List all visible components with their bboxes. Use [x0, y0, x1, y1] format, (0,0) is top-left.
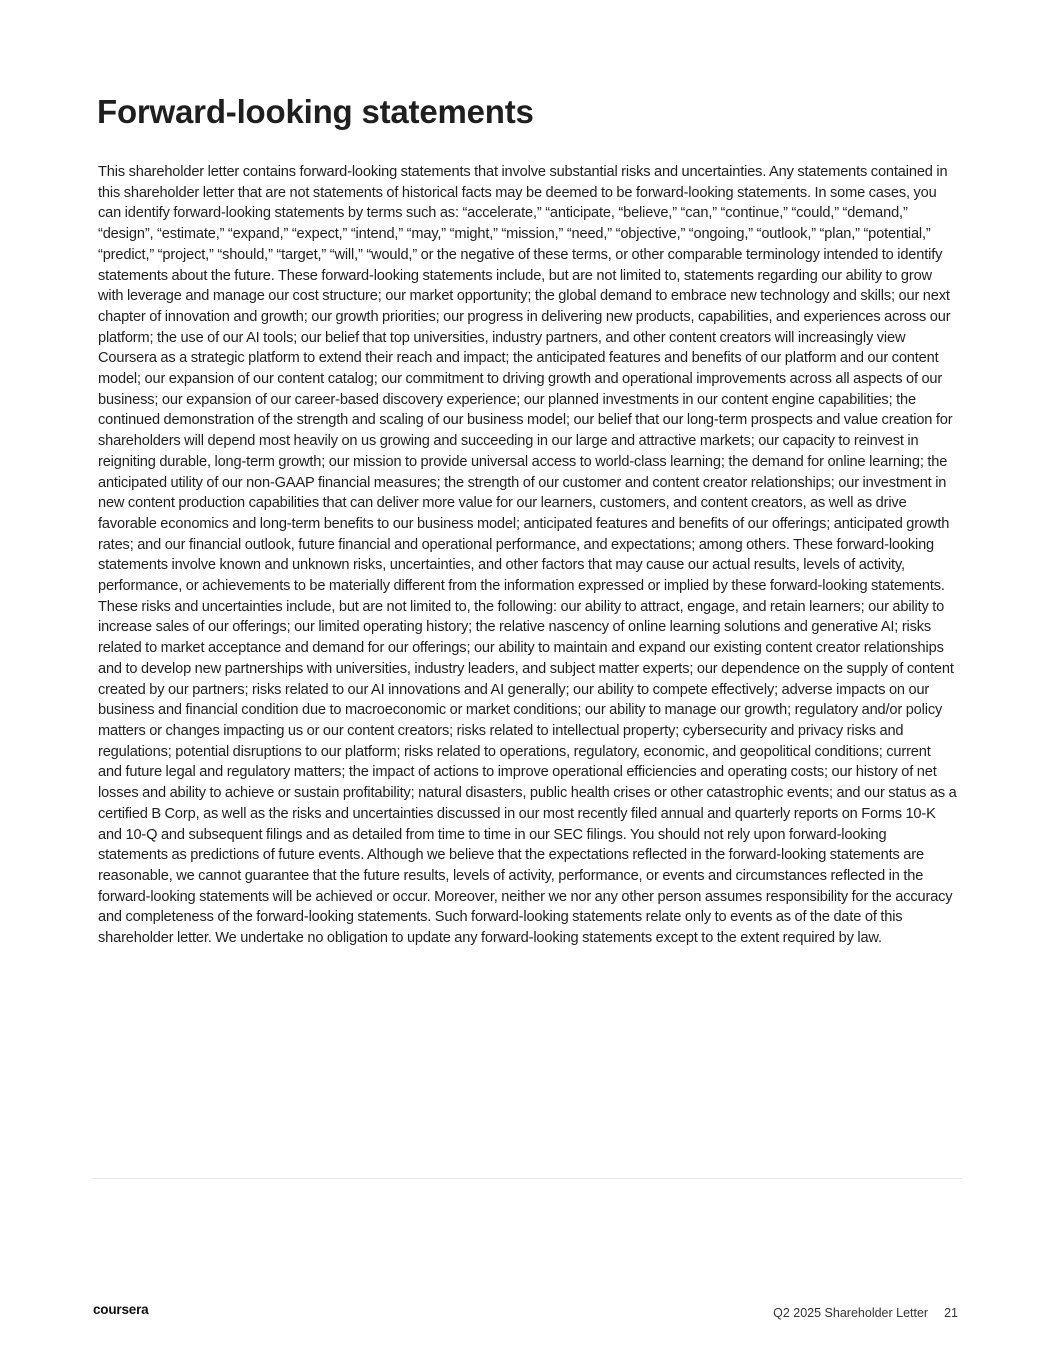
document-name: Q2 2025 Shareholder Letter — [773, 1306, 929, 1320]
forward-looking-statements-paragraph: This shareholder letter contains forward-looking statements that involve substantial risks and uncertainties. Any statements contained in this shareholder letter that are not statements of historical facts may be deemed to be forward-looking statements. In some cases, you can identify forward-looking statements by terms such as: “accelerate,” “anticipate, “believe,” “can,” “continue,” “could,” “demand,” “design”, “estimate,” “expand,” “expect,” “intend,” “may,” “might,” “mission,” “need,” “objective,” “ongoing,” “outlook,” “plan,” “potential,” “predict,” “project,” “should,” “target,” “will,” “would,” or the negative of these terms, or other comparable terminology intended to identify statements about the future. These forward-looking statements include, but are not limited to, statements regarding our ability to grow with leverage and manage our cost structure; our market opportunity; the global demand to embrace new technology and skills; our next chapter of innovation and growth; our growth priorities; our progress in delivering new products, capabilities, and experiences across our platform; the use of our AI tools; our belief that top universities, industry partners, and other content creators will increasingly view Coursera as a strategic platform to extend their reach and impact; the anticipated features and benefits of our platform and our content model; our expansion of our content catalog; our commitment to driving growth and operational improvements across all aspects of our business; our expansion of our career-based discovery experience; our planned investments in our content engine capabilities; the continued demonstration of the strength and scaling of our business model; our belief that our long-term prospects and value creation for shareholders will depend most heavily on us growing and succeeding in our large and attractive markets; our capacity to reinvest in reigniting durable, long-term growth; our mission to provide universal access to world-class learning; the demand for online learning; the anticipated utility of our non-GAAP financial measures; the strength of our customer and content creator relationships; our investment in new content production capabilities that can deliver more value for our learners, customers, and content creators, as well as drive favorable economics and long-term benefits to our business model; anticipated features and benefits of our offerings; anticipated growth rates; and our financial outlook, future financial and operational performance, and expectations; among others. These forward-looking statements involve known and unknown risks, uncertainties, and other factors that may cause our actual results, levels of activity, performance, or achievements to be materially different from the information expressed or implied by these forward-looking statements. These risks and uncertainties include, but are not limited to, the following: our ability to attract, engage, and retain learners; our ability to increase sales of our offerings; our limited operating history; the relative nascency of online learning solutions and generative AI; risks related to market acceptance and demand for our offerings; our ability to maintain and expand our existing content creator relationships and to develop new partnerships with universities, industry leaders, and subject matter experts; our dependence on the supply of content created by our partners; risks related to our AI innovations and AI generally; our ability to compete effectively; adverse impacts on our business and financial condition due to macroeconomic or market conditions; our ability to manage our growth; regulatory and/or policy matters or changes impacting us or our content creators; risks related to intellectual property; cybersecurity and privacy risks and regulations; potential disruptions to our platform; risks related to operations, regulatory, economic, and geopolitical conditions; current and future legal and regulatory matters; the impact of actions to improve operational efficiencies and operating costs; our history of net losses and ability to achieve or sustain profitability; natural disasters, public health crises or other catastrophic events; and our status as a certified B Corp, as well as the risks and uncertainties discussed in our most recently filed annual and quarterly reports on Forms 10-K and 10-Q and subsequent filings and as detailed from time to time in our SEC filings. You should not rely upon forward-looking statements as predictions of future events. Although we believe that the expectations reflected in the forward-looking statements are reasonable, we cannot guarantee that the future results, levels of activity, performance, or events and circumstances reflected in the forward-looking statements will be achieved or occur. Moreover, neither we nor any other person assumes responsibility for the accuracy and completeness of the forward-looking statements. Such forward-looking statements relate only to events as of the date of this shareholder letter. We undertake no obligation to update any forward-looking statements except to the extent required by law. — [98, 164, 957, 947]
page-number: 21 — [944, 1306, 958, 1320]
page-title: Forward-looking statements — [97, 93, 534, 130]
footer-divider — [93, 1178, 962, 1179]
coursera-logo: coursera — [93, 1302, 149, 1317]
footer-meta — [773, 1305, 958, 1321]
